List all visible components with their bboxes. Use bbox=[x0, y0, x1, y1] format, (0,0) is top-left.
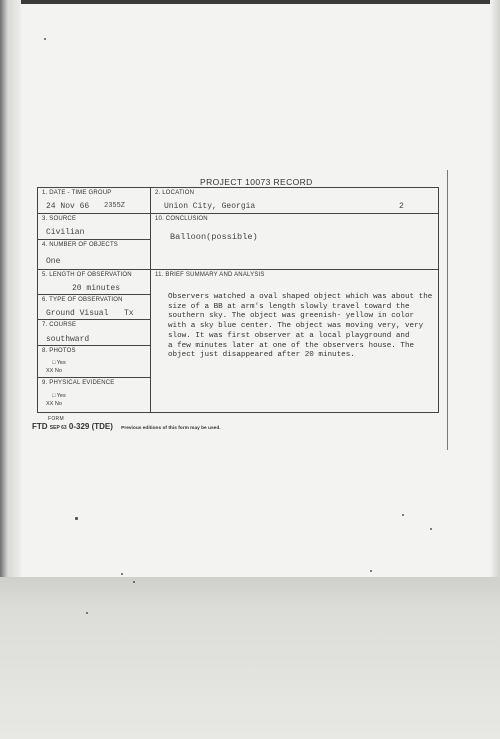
type-obs-extra: Tx bbox=[124, 309, 134, 318]
scan-right-line bbox=[447, 170, 448, 450]
form-left-column bbox=[38, 188, 151, 412]
photos-label: 8. PHOTOS bbox=[42, 348, 76, 354]
length-label: 5. LENGTH OF OBSERVATION bbox=[42, 272, 132, 278]
scan-bottom-band bbox=[0, 577, 500, 739]
date-time-cell bbox=[38, 188, 150, 214]
physical-evidence-label: 9. PHYSICAL EVIDENCE bbox=[42, 380, 115, 386]
summary-line: Observers watched a oval shaped object which was about the bbox=[168, 293, 433, 301]
location-cell bbox=[151, 188, 438, 214]
source-label: 3. SOURCE bbox=[42, 216, 77, 222]
summary-line: slow. It was first observer at a local playground and bbox=[168, 331, 410, 340]
location-value: Union City, Georgia bbox=[164, 202, 256, 211]
physical-evidence-cell bbox=[38, 378, 150, 412]
summary-text bbox=[168, 293, 440, 361]
scan-speck bbox=[370, 570, 372, 572]
date-value: 24 Nov 66 bbox=[46, 202, 90, 211]
summary-line: size of a BB at arm's length slowly travel toward the bbox=[168, 302, 410, 311]
conclusion-value: Balloon(possible) bbox=[170, 232, 258, 242]
physical-yes-checkbox: □ Yes bbox=[52, 393, 66, 399]
type-obs-value: Ground Visual bbox=[46, 309, 109, 318]
physical-no-checkbox: XX No bbox=[46, 401, 62, 407]
location-extra: 2 bbox=[399, 202, 404, 211]
editions-note: Previous editions of this form may be used. bbox=[121, 426, 221, 431]
form-number: 0-329 (TDE) bbox=[68, 422, 113, 431]
type-obs-cell bbox=[38, 295, 150, 320]
form-word: FORM bbox=[48, 416, 64, 422]
scan-edge-top bbox=[0, 0, 500, 4]
conclusion-cell bbox=[151, 214, 438, 270]
form-date: SEP 63 bbox=[49, 425, 67, 431]
scan-speck bbox=[402, 514, 404, 516]
num-objects-cell bbox=[38, 240, 150, 270]
scan-speck bbox=[44, 38, 46, 40]
course-value: southward bbox=[46, 335, 90, 344]
course-cell bbox=[38, 320, 150, 346]
record-form bbox=[37, 187, 439, 413]
form-number-line bbox=[32, 422, 221, 431]
length-cell bbox=[38, 270, 150, 295]
photos-no-checkbox: XX No bbox=[46, 368, 62, 374]
num-objects-value: One bbox=[46, 257, 61, 266]
scan-speck bbox=[133, 581, 135, 583]
type-obs-label: 6. TYPE OF OBSERVATION bbox=[42, 297, 123, 303]
scan-speck bbox=[121, 573, 123, 575]
date-time-label: 1. DATE - TIME GROUP bbox=[42, 190, 112, 196]
summary-line: southern sky. The object was greenish- yellow in color bbox=[168, 312, 415, 321]
record-title: PROJECT 10073 RECORD bbox=[200, 177, 313, 187]
summary-line: a few minutes later at one of the observers house. The bbox=[168, 341, 415, 350]
course-label: 7. COURSE bbox=[42, 322, 77, 328]
summary-label: 11. BRIEF SUMMARY AND ANALYSIS bbox=[155, 272, 265, 278]
scan-speck bbox=[86, 612, 88, 614]
scan-speck bbox=[430, 528, 432, 530]
time-value: 2355Z bbox=[104, 202, 126, 210]
scan-speck bbox=[75, 517, 78, 520]
source-value: Civilian bbox=[46, 228, 85, 237]
num-objects-label: 4. NUMBER OF OBJECTS bbox=[42, 242, 119, 248]
form-right-column bbox=[151, 188, 438, 412]
photos-yes-checkbox: □ Yes bbox=[52, 360, 66, 366]
length-value: 20 minutes bbox=[72, 284, 121, 293]
source-cell bbox=[38, 214, 150, 240]
summary-line: with a sky blue center. The object was moving very, very bbox=[168, 322, 424, 331]
photos-cell bbox=[38, 346, 150, 378]
location-label: 2. LOCATION bbox=[155, 190, 195, 196]
ftd-label: FTD bbox=[32, 422, 48, 431]
summary-line: object just disappeared after 20 minutes. bbox=[168, 351, 355, 360]
conclusion-label: 10. CONCLUSION bbox=[155, 216, 208, 222]
summary-cell bbox=[151, 270, 438, 412]
